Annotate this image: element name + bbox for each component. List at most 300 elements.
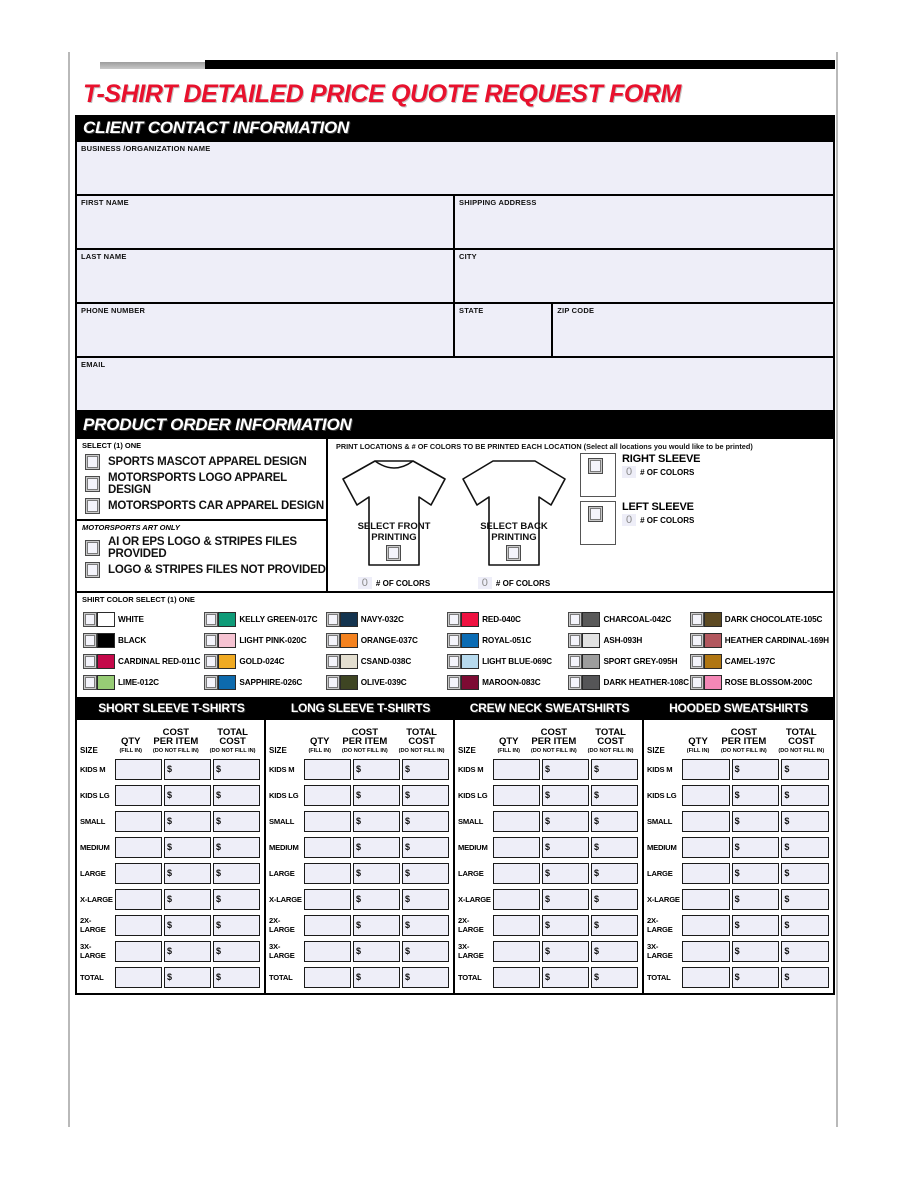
cell-qty-input[interactable] [493,941,540,962]
left-sleeve-colors [622,514,694,526]
cell-total-cost-input[interactable] [591,967,638,988]
cell-total-cost-input[interactable] [781,889,829,910]
cell-size: KIDS M [458,764,484,774]
select-one-label: SELECT (1) ONE [82,441,142,450]
table-row [269,808,450,834]
col-header-qty: QTY (FILL IN) [686,736,710,754]
color-name: CAMEL-197C [724,657,776,666]
field-business-name[interactable] [77,142,833,194]
checkbox-icon[interactable] [568,654,582,669]
color-swatch-group [326,654,358,669]
cell-size: TOTAL [458,972,482,982]
cell-total-cost-input[interactable] [591,785,638,806]
color-option[interactable] [447,609,568,630]
cell-total-cost-input[interactable] [591,863,638,884]
color-name: ASH-093H [603,636,643,645]
cell-qty-input[interactable] [493,811,540,832]
right-sleeve-colors-value[interactable]: 0 [622,466,636,478]
cell-cost-per-item-input[interactable] [732,811,780,832]
table-row [458,782,639,808]
table-row [458,964,639,990]
cell-qty-input[interactable] [682,915,730,936]
cell-cost-per-item-input[interactable] [353,889,400,910]
section-band-product-order: PRODUCT ORDER INFORMATION [75,412,835,439]
checkbox-icon[interactable] [83,654,97,669]
cell-cost-per-item-input[interactable] [164,941,211,962]
contact-row-email [77,358,833,410]
cell-cost-per-item-input[interactable] [353,863,400,884]
cell-cost-per-item-input[interactable] [164,915,211,936]
cell-cost-per-item-input[interactable] [542,811,589,832]
cell-qty-input[interactable] [682,863,730,884]
back-colors-value[interactable]: 0 [478,577,492,589]
color-chip [97,612,115,627]
color-option[interactable] [326,630,447,651]
color-option[interactable] [326,672,447,693]
table-row [269,886,450,912]
cell-qty-input[interactable] [115,889,162,910]
checkbox-icon[interactable] [83,633,97,648]
cell-size: KIDS LG [80,790,110,800]
checkbox-icon[interactable] [204,612,218,627]
cell-qty-input[interactable] [682,811,730,832]
contact-row-last-city [77,250,833,304]
color-name: CHARCOAL-042C [603,615,672,624]
cell-size: 2X-LARGE [458,916,484,934]
color-option[interactable] [447,630,568,651]
color-swatch-group [326,633,358,648]
color-option[interactable] [326,609,447,630]
checkbox-icon[interactable] [447,654,461,669]
left-sleeve-box [580,501,616,545]
color-option[interactable] [568,630,689,651]
color-swatch-group [568,654,600,669]
checkbox-icon[interactable] [204,654,218,669]
field-label: ZIP CODE [557,306,595,315]
checkbox-icon[interactable] [83,675,97,690]
color-swatch-group [83,675,115,690]
color-name: KELLY GREEN-017C [239,615,318,624]
cell-size: LARGE [647,868,673,878]
color-swatch-group [204,612,236,627]
header-bars [75,58,835,74]
field-label: FIRST NAME [81,198,129,207]
checkbox-icon[interactable] [326,612,340,627]
color-name: CARDINAL RED-011C [118,657,201,666]
color-option[interactable] [690,672,829,693]
cell-cost-per-item-input[interactable] [732,941,780,962]
cell-total-cost-input[interactable] [402,889,449,910]
cell-cost-per-item-input[interactable] [542,785,589,806]
color-swatch-group [83,633,115,648]
cell-total-cost-input[interactable] [402,967,449,988]
cell-qty-input[interactable] [682,967,730,988]
cell-total-cost-input[interactable] [781,759,829,780]
cell-qty-input[interactable] [115,967,162,988]
table-row [647,834,830,860]
cell-total-cost-input[interactable] [402,941,449,962]
cell-size: KIDS M [647,764,673,774]
option-label: MOTORSPORTS LOGO APPAREL DESIGN [108,472,287,496]
cell-qty-input[interactable] [493,889,540,910]
checkbox-icon[interactable] [447,612,461,627]
color-name: LIGHT BLUE-069C [482,657,552,666]
color-column-5 [568,609,689,693]
cell-cost-per-item-input[interactable] [732,967,780,988]
color-chip [704,675,722,690]
color-name: SPORT GREY-095H [603,657,678,666]
cell-total-cost-input[interactable] [213,941,260,962]
field-zip-code[interactable] [553,304,833,356]
cell-total-cost-input[interactable] [591,889,638,910]
col-header-cost-per-item: COST PER ITEM (DO NOT FILL IN) [152,726,199,754]
color-swatch-group [326,612,358,627]
cell-cost-per-item-input[interactable] [164,811,211,832]
cell-qty-input[interactable] [304,785,351,806]
color-name: RED-040C [482,615,521,624]
table-row [647,782,830,808]
cell-cost-per-item-input[interactable] [353,915,400,936]
color-option[interactable] [204,672,325,693]
color-option[interactable] [204,651,325,672]
cell-qty-input[interactable] [304,889,351,910]
cell-total-cost-input[interactable] [213,915,260,936]
cell-qty-input[interactable] [682,785,730,806]
color-option[interactable] [690,609,829,630]
cell-size: KIDS LG [458,790,488,800]
order-tables [75,720,835,995]
checkbox-icon[interactable] [326,675,340,690]
cell-qty-input[interactable] [493,785,540,806]
cell-cost-per-item-input[interactable] [164,889,211,910]
cell-cost-per-item-input[interactable] [542,967,589,988]
cell-qty-input[interactable] [304,837,351,858]
cell-cost-per-item-input[interactable] [542,863,589,884]
cell-total-cost-input[interactable] [591,915,638,936]
cell-size: SMALL [458,816,484,826]
color-column-2 [204,609,325,693]
checkbox-icon[interactable] [568,612,582,627]
table-row [80,938,261,964]
cell-total-cost-input[interactable] [781,967,829,988]
cell-size: 3X-LARGE [458,942,484,960]
color-option[interactable] [83,630,204,651]
checkbox-icon[interactable] [386,545,401,561]
color-option[interactable] [568,651,689,672]
checkbox-icon[interactable] [85,498,100,514]
cell-qty-input[interactable] [115,759,162,780]
cell-cost-per-item-input[interactable] [353,967,400,988]
cell-total-cost-input[interactable] [402,759,449,780]
cell-size: X-LARGE [647,894,680,904]
cell-qty-input[interactable] [304,811,351,832]
checkbox-icon[interactable] [690,675,704,690]
left-sleeve-location[interactable] [580,501,829,545]
color-option[interactable] [690,651,829,672]
cell-qty-input[interactable] [493,759,540,780]
field-city[interactable] [455,250,833,302]
cell-total-cost-input[interactable] [591,941,638,962]
cell-qty-input[interactable] [115,837,162,858]
form-sheet [75,58,835,995]
field-phone-number[interactable] [77,304,455,356]
checkbox-icon[interactable] [447,675,461,690]
cell-cost-per-item-input[interactable] [542,759,589,780]
checkbox-icon[interactable] [204,633,218,648]
color-name: LIGHT PINK-020C [239,636,307,645]
cell-qty-input[interactable] [493,915,540,936]
color-swatch-group [690,612,722,627]
checkbox-icon[interactable] [85,540,100,556]
cell-size: 2X-LARGE [80,916,106,934]
option-motorsports-car[interactable] [77,497,326,515]
table-header-hooded: HOODED SWEATSHIRTS [669,701,808,715]
cell-cost-per-item-input[interactable] [353,785,400,806]
col-header-size: SIZE [269,746,287,755]
cell-total-cost-input[interactable] [213,837,260,858]
black-bar [205,60,835,69]
cell-cost-per-item-input[interactable] [732,915,780,936]
checkbox-icon[interactable] [588,458,603,474]
cell-cost-per-item-input[interactable] [164,967,211,988]
cell-qty-input[interactable] [115,863,162,884]
col-header-total-cost: TOTAL COST (DO NOT FILL IN) [778,726,825,754]
color-chip [218,654,236,669]
table-row [80,964,261,990]
cell-cost-per-item-input[interactable] [542,889,589,910]
checkbox-icon[interactable] [568,633,582,648]
cell-qty-input[interactable] [115,811,162,832]
order-table-4 [644,720,833,993]
color-chip [218,675,236,690]
color-option[interactable] [204,630,325,651]
cell-total-cost-input[interactable] [213,811,260,832]
cell-qty-input[interactable] [682,759,730,780]
color-swatch-group [204,633,236,648]
cell-size: 3X-LARGE [647,942,673,960]
cell-cost-per-item-input[interactable] [353,837,400,858]
order-table-headers [75,699,835,720]
field-email[interactable] [77,358,833,410]
right-sleeve-text [616,453,700,478]
option-files-not-provided[interactable] [77,561,326,579]
shirt-color-grid [77,607,833,693]
checkbox-icon[interactable] [447,633,461,648]
color-column-6 [690,609,829,693]
left-sleeve-label: LEFT SLEEVE [621,501,694,513]
table-row [80,860,261,886]
cell-qty-input[interactable] [304,941,351,962]
checkbox-icon[interactable] [85,476,100,492]
cell-total-cost-input[interactable] [213,863,260,884]
cell-qty-input[interactable] [682,837,730,858]
cell-total-cost-input[interactable] [213,889,260,910]
cell-qty-input[interactable] [682,889,730,910]
color-option[interactable] [568,672,689,693]
cell-qty-input[interactable] [304,915,351,936]
left-sleeve-colors-value[interactable]: 0 [622,514,636,526]
shirt-color-label: SHIRT COLOR SELECT (1) ONE [82,595,195,604]
checkbox-icon[interactable] [326,654,340,669]
cell-total-cost-input[interactable] [781,863,829,884]
color-option[interactable] [83,651,204,672]
color-name: HEATHER CARDINAL-169H [724,636,829,645]
client-contact-block [75,142,835,412]
color-name: ROSE BLOSSOM-200C [724,678,813,687]
cell-total-cost-input[interactable] [781,915,829,936]
color-chip [218,612,236,627]
motorsports-options-list [77,535,326,583]
cell-cost-per-item-input[interactable] [353,941,400,962]
cell-qty-input[interactable] [115,941,162,962]
left-sleeve-text [616,501,694,526]
checkbox-icon[interactable] [326,633,340,648]
color-chip [461,675,479,690]
field-label: PHONE NUMBER [81,306,146,315]
col-header-cost-per-item: COST PER ITEM (DO NOT FILL IN) [341,726,388,754]
right-sleeve-location[interactable] [580,453,829,497]
color-swatch-group [447,633,479,648]
cell-cost-per-item-input[interactable] [542,941,589,962]
cell-cost-per-item-input[interactable] [164,785,211,806]
color-swatch-group [690,675,722,690]
cell-total-cost-input[interactable] [402,837,449,858]
table-column-headers [269,722,450,756]
col-header-total-cost: TOTAL COST (DO NOT FILL IN) [209,726,256,754]
cell-cost-per-item-input[interactable] [542,915,589,936]
color-name: BLACK [118,636,147,645]
color-option[interactable] [690,630,829,651]
table-column-headers [647,722,830,756]
cell-qty-input[interactable] [304,759,351,780]
cell-size: LARGE [458,868,484,878]
color-name: MAROON-083C [482,678,541,687]
cell-cost-per-item-input[interactable] [732,863,780,884]
field-shipping-address[interactable] [455,196,833,248]
color-option[interactable] [204,609,325,630]
cell-total-cost-input[interactable] [781,811,829,832]
cell-qty-input[interactable] [304,863,351,884]
field-last-name[interactable] [77,250,455,302]
back-caption-line2: PRINTING [491,532,537,543]
color-chip [340,654,358,669]
cell-size: MEDIUM [458,842,488,852]
checkbox-icon[interactable] [85,562,100,578]
col-header-total-cost: TOTAL COST (DO NOT FILL IN) [398,726,445,754]
table-header-long-sleeve: LONG SLEEVE T-SHIRTS [290,701,431,715]
table-row [269,782,450,808]
color-name: ROYAL-051C [482,636,532,645]
cell-total-cost-input[interactable] [402,785,449,806]
front-colors-value[interactable]: 0 [358,577,372,589]
cell-cost-per-item-input[interactable] [353,811,400,832]
cell-total-cost-input[interactable] [402,811,449,832]
cell-size: 3X-LARGE [269,942,295,960]
cell-total-cost-input[interactable] [591,837,638,858]
col-header-qty: QTY (FILL IN) [497,736,521,754]
cell-cost-per-item-input[interactable] [164,759,211,780]
checkbox-icon[interactable] [85,454,100,470]
color-option[interactable] [447,672,568,693]
checkbox-icon[interactable] [690,633,704,648]
cell-size: SMALL [269,816,295,826]
option-motorsports-logo[interactable] [77,471,326,497]
checkbox-icon[interactable] [506,545,521,561]
cell-total-cost-input[interactable] [213,759,260,780]
cell-cost-per-item-input[interactable] [732,889,780,910]
color-chip [461,654,479,669]
front-print-caption [334,521,454,543]
cell-cost-per-item-input[interactable] [353,759,400,780]
cell-size: LARGE [269,868,295,878]
checkbox-icon[interactable] [588,506,603,522]
cell-qty-input[interactable] [115,915,162,936]
color-option[interactable] [83,609,204,630]
field-state[interactable] [455,304,553,356]
cell-total-cost-input[interactable] [591,811,638,832]
back-print-location[interactable] [454,453,574,589]
product-order-block [75,439,835,593]
cell-qty-input[interactable] [493,863,540,884]
cell-qty-input[interactable] [115,785,162,806]
color-option[interactable] [326,651,447,672]
cell-total-cost-input[interactable] [402,915,449,936]
color-chip [704,612,722,627]
field-first-name[interactable] [77,196,455,248]
table-row [269,756,450,782]
checkbox-icon[interactable] [568,675,582,690]
checkbox-icon[interactable] [690,654,704,669]
cell-cost-per-item-input[interactable] [164,837,211,858]
cell-cost-per-item-input[interactable] [732,785,780,806]
option-label: MOTORSPORTS CAR APPAREL DESIGN [108,500,324,512]
checkbox-icon[interactable] [690,612,704,627]
cell-cost-per-item-input[interactable] [732,837,780,858]
color-option[interactable] [568,609,689,630]
design-selection-panel [77,439,328,591]
cell-total-cost-input[interactable] [591,759,638,780]
cell-qty-input[interactable] [304,967,351,988]
cell-cost-per-item-input[interactable] [732,759,780,780]
color-chip [582,675,600,690]
cell-total-cost-input[interactable] [781,837,829,858]
cell-qty-input[interactable] [493,837,540,858]
color-option[interactable] [447,651,568,672]
option-sports-mascot[interactable] [77,453,326,471]
table-row [269,860,450,886]
checkbox-icon[interactable] [204,675,218,690]
front-print-location[interactable] [334,453,454,589]
color-option[interactable] [83,672,204,693]
cell-total-cost-input[interactable] [781,785,829,806]
cell-total-cost-input[interactable] [781,941,829,962]
cell-qty-input[interactable] [682,941,730,962]
print-locations-row [334,453,829,589]
cell-qty-input[interactable] [493,967,540,988]
color-swatch-group [83,654,115,669]
option-ai-eps-provided[interactable] [77,535,326,561]
cell-size: X-LARGE [80,894,113,904]
cell-cost-per-item-input[interactable] [542,837,589,858]
cell-total-cost-input[interactable] [402,863,449,884]
back-print-caption [454,521,574,543]
table-row [80,834,261,860]
cell-size: KIDS M [269,764,295,774]
cell-total-cost-input[interactable] [213,967,260,988]
cell-total-cost-input[interactable] [213,785,260,806]
cell-cost-per-item-input[interactable] [164,863,211,884]
checkbox-icon[interactable] [83,612,97,627]
